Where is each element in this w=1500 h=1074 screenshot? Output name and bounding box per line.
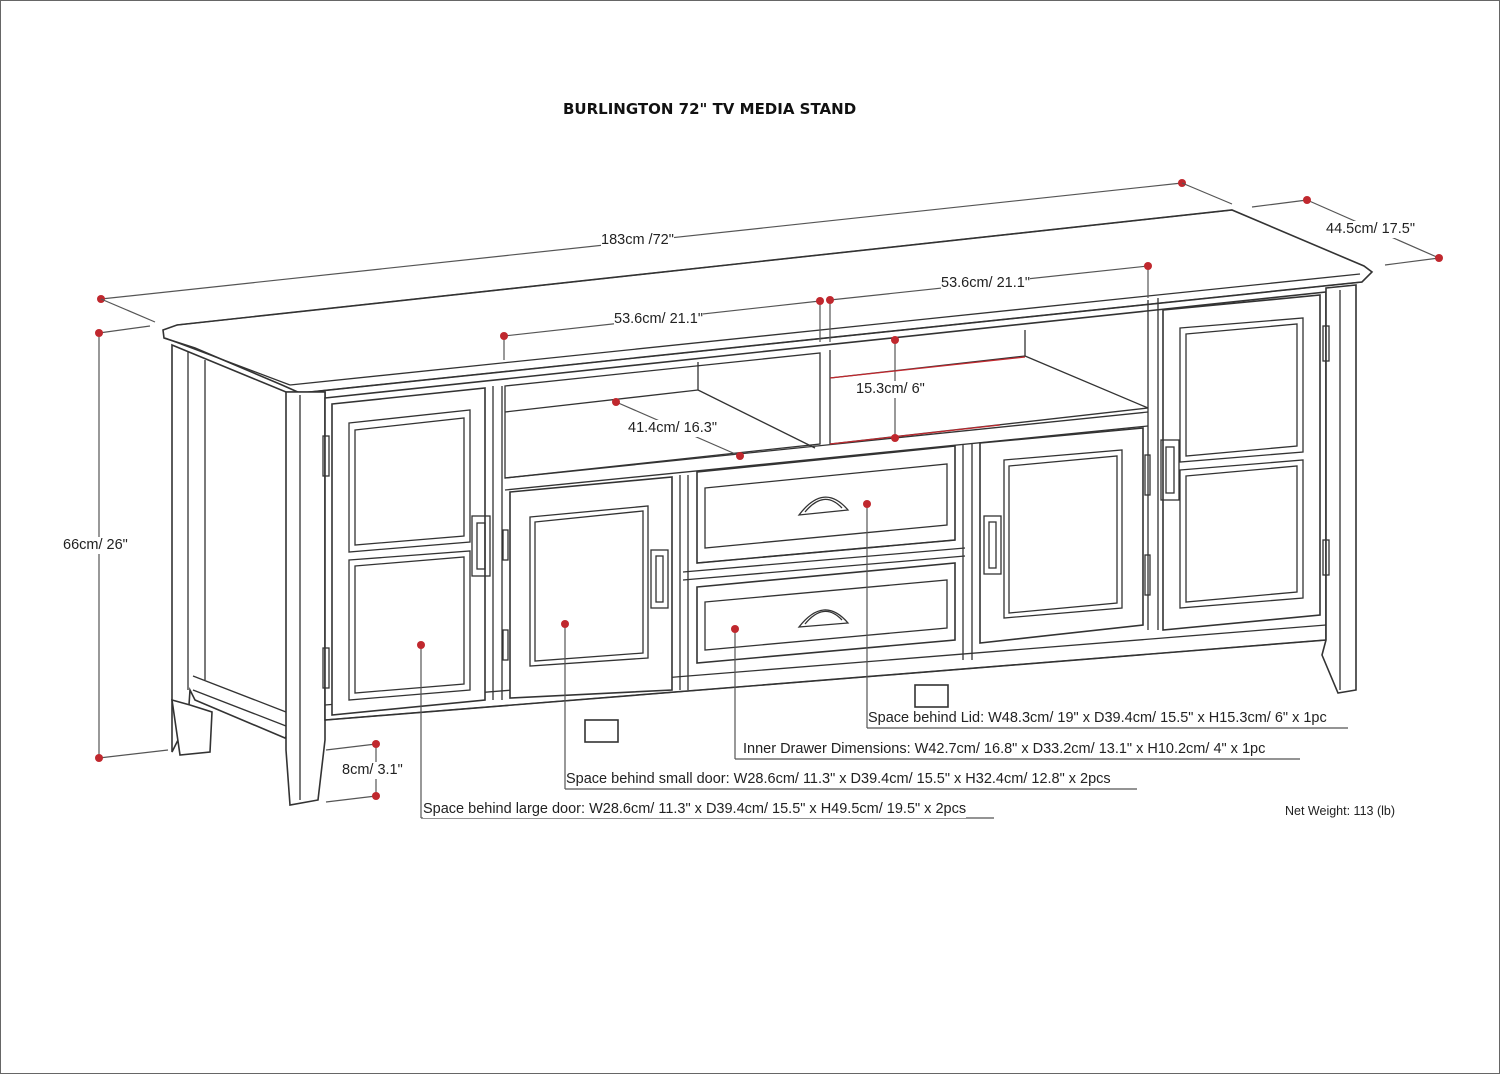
diagram-title: BURLINGTON 72" TV MEDIA STAND xyxy=(563,100,857,118)
small-door-space-callout: Space behind small door: W28.6cm/ 11.3" x D39.4cm/ 15.5" x H32.4cm/ 12.8" x 2pcs xyxy=(566,771,1111,787)
opening-height-label: 15.3cm/ 6" xyxy=(856,381,925,397)
net-weight: Net Weight: 113 (lb) xyxy=(1285,804,1396,818)
overall-width-label: 183cm /72" xyxy=(601,232,674,248)
height-label: 66cm/ 26" xyxy=(63,537,128,553)
lid-space-callout: Space behind Lid: W48.3cm/ 19" x D39.4cm/ 15.5" x H15.3cm/ 6" x 1pc xyxy=(868,710,1327,726)
leg-height-label: 8cm/ 3.1" xyxy=(342,762,403,778)
right-opening-width-label: 53.6cm/ 21.1" xyxy=(941,275,1030,291)
drawer-dimensions-callout: Inner Drawer Dimensions: W42.7cm/ 16.8" x D33.2cm/ 13.1" x H10.2cm/ 4" x 1pc xyxy=(743,741,1266,757)
left-opening-width-label: 53.6cm/ 21.1" xyxy=(614,311,703,327)
large-door-space-callout: Space behind large door: W28.6cm/ 11.3" x D39.4cm/ 15.5" x H49.5cm/ 19.5" x 2pcs xyxy=(423,801,967,817)
depth-label: 44.5cm/ 17.5" xyxy=(1326,221,1415,237)
opening-depth-label: 41.4cm/ 16.3" xyxy=(628,420,717,436)
